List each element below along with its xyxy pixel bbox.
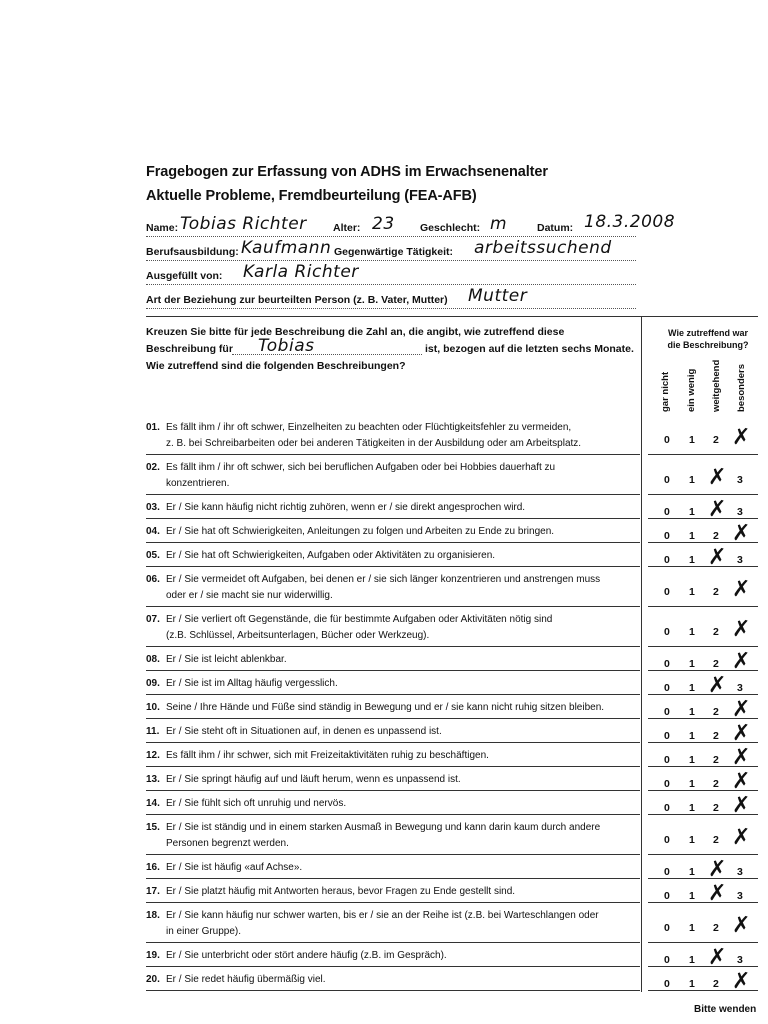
filled-by-value[interactable]: Karla Richter xyxy=(243,262,359,282)
score-option-2[interactable]: 2 xyxy=(713,802,719,814)
score-option-2[interactable]: 2 xyxy=(713,434,719,446)
instruction-line-2-prefix: Beschreibung für xyxy=(146,343,233,355)
score-option-0[interactable]: 0 xyxy=(664,586,670,598)
item-separator xyxy=(146,942,640,943)
answer-cross-mark[interactable]: ✗ xyxy=(732,521,751,546)
score-option-1[interactable]: 1 xyxy=(689,474,695,486)
score-option-1[interactable]: 1 xyxy=(689,706,695,718)
item-separator xyxy=(146,542,640,543)
answer-cross-mark[interactable]: ✗ xyxy=(732,793,751,818)
answer-cross-mark[interactable]: ✗ xyxy=(732,697,751,722)
score-separator xyxy=(648,942,758,943)
item-separator xyxy=(146,854,640,855)
score-option-0[interactable]: 0 xyxy=(664,554,670,566)
score-separator xyxy=(648,966,758,967)
score-option-0[interactable]: 0 xyxy=(664,978,670,990)
age-value[interactable]: 23 xyxy=(372,214,395,234)
score-option-3[interactable]: 3 xyxy=(737,554,743,566)
filled-by-row-line xyxy=(146,284,636,285)
item-separator xyxy=(146,742,640,743)
item-line-2: Personen begrenzt werden. xyxy=(166,838,289,849)
item-text xyxy=(146,772,640,788)
item-number: 02. xyxy=(146,462,160,473)
item-text xyxy=(146,724,640,740)
item-line-1: Er / Sie ist im Alltag häufig vergesslich. xyxy=(166,678,338,689)
item-separator xyxy=(146,606,640,607)
item-number: 18. xyxy=(146,910,160,921)
answer-cross-mark[interactable]: ✗ xyxy=(732,769,751,794)
item-number: 12. xyxy=(146,750,160,761)
score-option-0[interactable]: 0 xyxy=(664,658,670,670)
item-line-1: Er / Sie kann häufig nicht richtig zuhören, wenn er / sie direkt angesprochen wird. xyxy=(166,502,526,513)
score-option-3[interactable]: 3 xyxy=(737,954,743,966)
gender-label: Geschlecht: xyxy=(420,222,481,234)
item-line-2: konzentrieren. xyxy=(166,478,230,489)
item-text xyxy=(146,652,640,668)
item-number: 14. xyxy=(146,798,160,809)
item-number: 16. xyxy=(146,862,160,873)
score-option-2[interactable]: 2 xyxy=(713,778,719,790)
item-text xyxy=(146,676,640,692)
item-number: 19. xyxy=(146,950,160,961)
item-line-1: Er / Sie vermeidet oft Aufgaben, bei denen er / sie sich länger konzentrieren und anstrengen muss xyxy=(166,574,601,585)
answer-cross-mark[interactable]: ✗ xyxy=(732,577,751,602)
item-line-1: Er / Sie ist ständig und in einem starken Ausmaß in Bewegung und kann darin kaum durch andere xyxy=(166,822,601,833)
score-option-1[interactable]: 1 xyxy=(689,754,695,766)
item-separator xyxy=(146,902,640,903)
item-number: 07. xyxy=(146,614,160,625)
scale-label-3: besonders xyxy=(736,363,747,412)
item-separator xyxy=(146,718,640,719)
score-option-1[interactable]: 1 xyxy=(689,434,695,446)
date-value[interactable]: 18.3.2008 xyxy=(584,212,676,232)
answer-cross-mark[interactable]: ✗ xyxy=(732,825,751,850)
item-number: 01. xyxy=(146,422,160,433)
score-option-3[interactable]: 3 xyxy=(737,682,743,694)
item-number: 06. xyxy=(146,574,160,585)
instruction-line-1: Kreuzen Sie bitte für jede Beschreibung die Zahl an, die angibt, wie zutreffend diese xyxy=(146,326,565,338)
item-number: 20. xyxy=(146,974,160,985)
item-line-1: Er / Sie platzt häufig mit Antworten heraus, bevor Fragen zu Ende gestellt sind. xyxy=(166,886,516,897)
score-separator xyxy=(648,854,758,855)
name-value[interactable]: Tobias Richter xyxy=(180,214,307,234)
header-separator xyxy=(146,316,758,317)
score-option-0[interactable]: 0 xyxy=(664,922,670,934)
score-separator xyxy=(648,646,758,647)
item-line-1: Es fällt ihm / ihr schwer, sich mit Freizeitaktivitäten ruhig zu beschäftigen. xyxy=(166,750,489,761)
item-text xyxy=(146,524,640,540)
item-number: 09. xyxy=(146,678,160,689)
score-separator xyxy=(648,518,758,519)
item-text xyxy=(146,700,640,716)
score-option-1[interactable]: 1 xyxy=(689,554,695,566)
scale-question xyxy=(648,327,768,351)
item-number: 10. xyxy=(146,702,160,713)
score-option-1[interactable]: 1 xyxy=(689,658,695,670)
score-option-0[interactable]: 0 xyxy=(664,730,670,742)
score-option-3[interactable]: 3 xyxy=(737,506,743,518)
score-option-1[interactable]: 1 xyxy=(689,730,695,742)
score-option-3[interactable]: 3 xyxy=(737,866,743,878)
item-line-1: Er / Sie springt häufig auf und läuft herum, wenn es unpassend ist. xyxy=(166,774,461,785)
item-separator xyxy=(146,670,640,671)
item-line-1: Es fällt ihm / ihr oft schwer, Einzelheiten zu beachten oder Flüchtigkeitsfehler zu vermeiden, xyxy=(166,422,572,433)
score-option-2[interactable]: 2 xyxy=(713,658,719,670)
item-separator xyxy=(146,966,640,967)
score-option-1[interactable]: 1 xyxy=(689,922,695,934)
score-separator xyxy=(648,566,758,567)
score-option-0[interactable]: 0 xyxy=(664,434,670,446)
score-option-0[interactable]: 0 xyxy=(664,530,670,542)
item-text xyxy=(146,572,640,604)
score-option-1[interactable]: 1 xyxy=(689,978,695,990)
score-option-1[interactable]: 1 xyxy=(689,802,695,814)
item-text xyxy=(146,948,640,964)
item-text xyxy=(146,420,640,452)
answer-cross-mark[interactable]: ✗ xyxy=(732,745,751,770)
scale-label-2: weitgehend xyxy=(711,359,722,412)
gender-value[interactable]: m xyxy=(490,214,508,234)
answer-cross-mark[interactable]: ✗ xyxy=(708,673,727,698)
item-separator xyxy=(146,454,640,455)
item-line-1: Er / Sie redet häufig übermäßig viel. xyxy=(166,974,326,985)
item-separator xyxy=(146,766,640,767)
item-separator xyxy=(146,878,640,879)
score-option-0[interactable]: 0 xyxy=(664,890,670,902)
item-text xyxy=(146,500,640,516)
answer-cross-mark[interactable]: ✗ xyxy=(708,465,727,490)
score-separator xyxy=(648,878,758,879)
score-option-0[interactable]: 0 xyxy=(664,682,670,694)
item-separator xyxy=(146,646,640,647)
item-separator xyxy=(146,990,640,991)
score-option-0[interactable]: 0 xyxy=(664,506,670,518)
item-separator xyxy=(146,566,640,567)
item-text xyxy=(146,820,640,852)
item-line-1: Er / Sie kann häufig nur schwer warten, bis er / sie an der Reihe ist (z.B. bei Warteschlangen oder xyxy=(166,910,599,921)
answer-cross-mark[interactable]: ✗ xyxy=(708,497,727,522)
form-subtitle: Aktuelle Probleme, Fremdbeurteilung (FEA-AFB) xyxy=(146,188,477,204)
item-line-1: Seine / Ihre Hände und Füße sind ständig in Bewegung und er / sie kann nicht ruhig sitzen bleiben. xyxy=(166,702,605,713)
item-number: 11. xyxy=(146,726,160,737)
instruction-name-value[interactable]: Tobias xyxy=(258,336,315,356)
item-number: 08. xyxy=(146,654,160,665)
score-option-1[interactable]: 1 xyxy=(689,586,695,598)
answer-cross-mark[interactable]: ✗ xyxy=(732,425,751,450)
score-option-1[interactable]: 1 xyxy=(689,682,695,694)
education-value[interactable]: Kaufmann xyxy=(241,238,332,258)
name-row-line xyxy=(146,236,636,237)
score-separator xyxy=(648,902,758,903)
score-option-2[interactable]: 2 xyxy=(713,586,719,598)
score-option-1[interactable]: 1 xyxy=(689,890,695,902)
item-number: 13. xyxy=(146,774,160,785)
item-line-1: Er / Sie ist leicht ablenkbar. xyxy=(166,654,287,665)
item-text xyxy=(146,748,640,764)
activity-value[interactable]: arbeitssuchend xyxy=(474,238,612,258)
item-number: 03. xyxy=(146,502,160,513)
turn-page-note: Bitte wenden xyxy=(694,1004,757,1015)
education-label: Berufsausbildung: xyxy=(146,246,239,258)
score-option-0[interactable]: 0 xyxy=(664,626,670,638)
item-line-1: Er / Sie unterbricht oder stört andere häufig (z.B. im Gespräch). xyxy=(166,950,447,961)
item-line-1: Er / Sie verliert oft Gegenstände, die für bestimmte Aufgaben oder Aktivitäten nötig sind xyxy=(166,614,553,625)
item-text xyxy=(146,860,640,876)
relation-label: Art der Beziehung zur beurteilten Person (z. B. Vater, Mutter) xyxy=(146,294,448,306)
answer-cross-mark[interactable]: ✗ xyxy=(732,617,751,642)
item-text xyxy=(146,908,640,940)
score-option-1[interactable]: 1 xyxy=(689,834,695,846)
score-option-0[interactable]: 0 xyxy=(664,834,670,846)
answer-cross-mark[interactable]: ✗ xyxy=(732,649,751,674)
item-separator xyxy=(146,518,640,519)
answer-cross-mark[interactable]: ✗ xyxy=(708,945,727,970)
education-row-line xyxy=(146,260,636,261)
score-option-3[interactable]: 3 xyxy=(737,474,743,486)
score-option-1[interactable]: 1 xyxy=(689,530,695,542)
score-option-1[interactable]: 1 xyxy=(689,626,695,638)
relation-value[interactable]: Mutter xyxy=(468,286,528,306)
score-separator xyxy=(648,454,758,455)
answer-cross-mark[interactable]: ✗ xyxy=(708,545,727,570)
score-separator xyxy=(648,606,758,607)
relation-row-line xyxy=(146,308,636,309)
score-option-1[interactable]: 1 xyxy=(689,866,695,878)
score-option-0[interactable]: 0 xyxy=(664,802,670,814)
score-option-1[interactable]: 1 xyxy=(689,954,695,966)
score-option-0[interactable]: 0 xyxy=(664,778,670,790)
item-number: 04. xyxy=(146,526,160,537)
score-option-0[interactable]: 0 xyxy=(664,954,670,966)
item-line-2: (z.B. Schlüssel, Arbeitsunterlagen, Bücher oder Werkzeug). xyxy=(166,630,430,641)
score-option-2[interactable]: 2 xyxy=(713,754,719,766)
scale-label-1: ein wenig xyxy=(686,368,697,412)
item-line-2: in einer Gruppe). xyxy=(166,926,242,937)
age-label: Alter: xyxy=(333,222,361,234)
scale-question-line-2: die Beschreibung? xyxy=(667,340,749,350)
item-separator xyxy=(146,790,640,791)
score-option-2[interactable]: 2 xyxy=(713,922,719,934)
answer-cross-mark[interactable]: ✗ xyxy=(708,857,727,882)
item-separator xyxy=(146,494,640,495)
answer-cross-mark[interactable]: ✗ xyxy=(732,969,751,994)
item-separator xyxy=(146,694,640,695)
item-line-2: z. B. bei Schreibarbeiten oder bei anderen Tätigkeiten in der Ausbildung oder am Arbeitsplatz. xyxy=(166,438,582,449)
score-separator xyxy=(648,694,758,695)
score-option-2[interactable]: 2 xyxy=(713,626,719,638)
item-line-1: Er / Sie hat oft Schwierigkeiten, Anleitungen zu folgen und Arbeiten zu Ende zu bringen. xyxy=(166,526,555,537)
score-option-0[interactable]: 0 xyxy=(664,706,670,718)
score-option-2[interactable]: 2 xyxy=(713,978,719,990)
item-text xyxy=(146,548,640,564)
scale-question-line-1: Wie zutreffend war xyxy=(668,328,748,338)
score-option-1[interactable]: 1 xyxy=(689,778,695,790)
scale-column-divider xyxy=(641,316,642,992)
filled-by-label: Ausgefüllt von: xyxy=(146,270,223,282)
activity-label: Gegenwärtige Tätigkeit: xyxy=(334,246,454,258)
score-option-3[interactable]: 3 xyxy=(737,890,743,902)
instruction-line-2-suffix: ist, bezogen auf die letzten sechs Monate. xyxy=(425,343,634,355)
item-line-2: oder er / sie macht sie nur widerwillig. xyxy=(166,590,333,601)
name-label: Name: xyxy=(146,222,179,234)
item-line-1: Er / Sie ist häufig «auf Achse». xyxy=(166,862,303,873)
item-separator xyxy=(146,814,640,815)
item-text xyxy=(146,972,640,988)
item-text xyxy=(146,612,640,644)
score-option-2[interactable]: 2 xyxy=(713,834,719,846)
date-label: Datum: xyxy=(537,222,574,234)
score-option-2[interactable]: 2 xyxy=(713,706,719,718)
item-line-1: Es fällt ihm / ihr oft schwer, sich bei beruflichen Aufgaben oder bei Hobbies dauerhaft zu xyxy=(166,462,556,473)
answer-cross-mark[interactable]: ✗ xyxy=(732,913,751,938)
item-line-1: Er / Sie hat oft Schwierigkeiten, Aufgaben oder Aktivitäten zu organisieren. xyxy=(166,550,496,561)
answer-cross-mark[interactable]: ✗ xyxy=(732,721,751,746)
item-number: 17. xyxy=(146,886,160,897)
score-option-0[interactable]: 0 xyxy=(664,754,670,766)
item-number: 05. xyxy=(146,550,160,561)
score-separator xyxy=(648,494,758,495)
item-number: 15. xyxy=(146,822,160,833)
item-text xyxy=(146,796,640,812)
scale-label-0: gar nicht xyxy=(660,371,671,412)
score-option-2[interactable]: 2 xyxy=(713,730,719,742)
instruction-line-3: Wie zutreffend sind die folgenden Beschreibungen? xyxy=(146,360,406,372)
answer-cross-mark[interactable]: ✗ xyxy=(708,881,727,906)
score-option-2[interactable]: 2 xyxy=(713,530,719,542)
item-text xyxy=(146,460,640,492)
item-text xyxy=(146,884,640,900)
score-option-0[interactable]: 0 xyxy=(664,474,670,486)
score-option-1[interactable]: 1 xyxy=(689,506,695,518)
item-line-1: Er / Sie steht oft in Situationen auf, in denen es unpassend ist. xyxy=(166,726,442,737)
score-option-0[interactable]: 0 xyxy=(664,866,670,878)
item-line-1: Er / Sie fühlt sich oft unruhig und nervös. xyxy=(166,798,347,809)
form-title: Fragebogen zur Erfassung von ADHS im Erwachsenenalter xyxy=(146,164,548,180)
